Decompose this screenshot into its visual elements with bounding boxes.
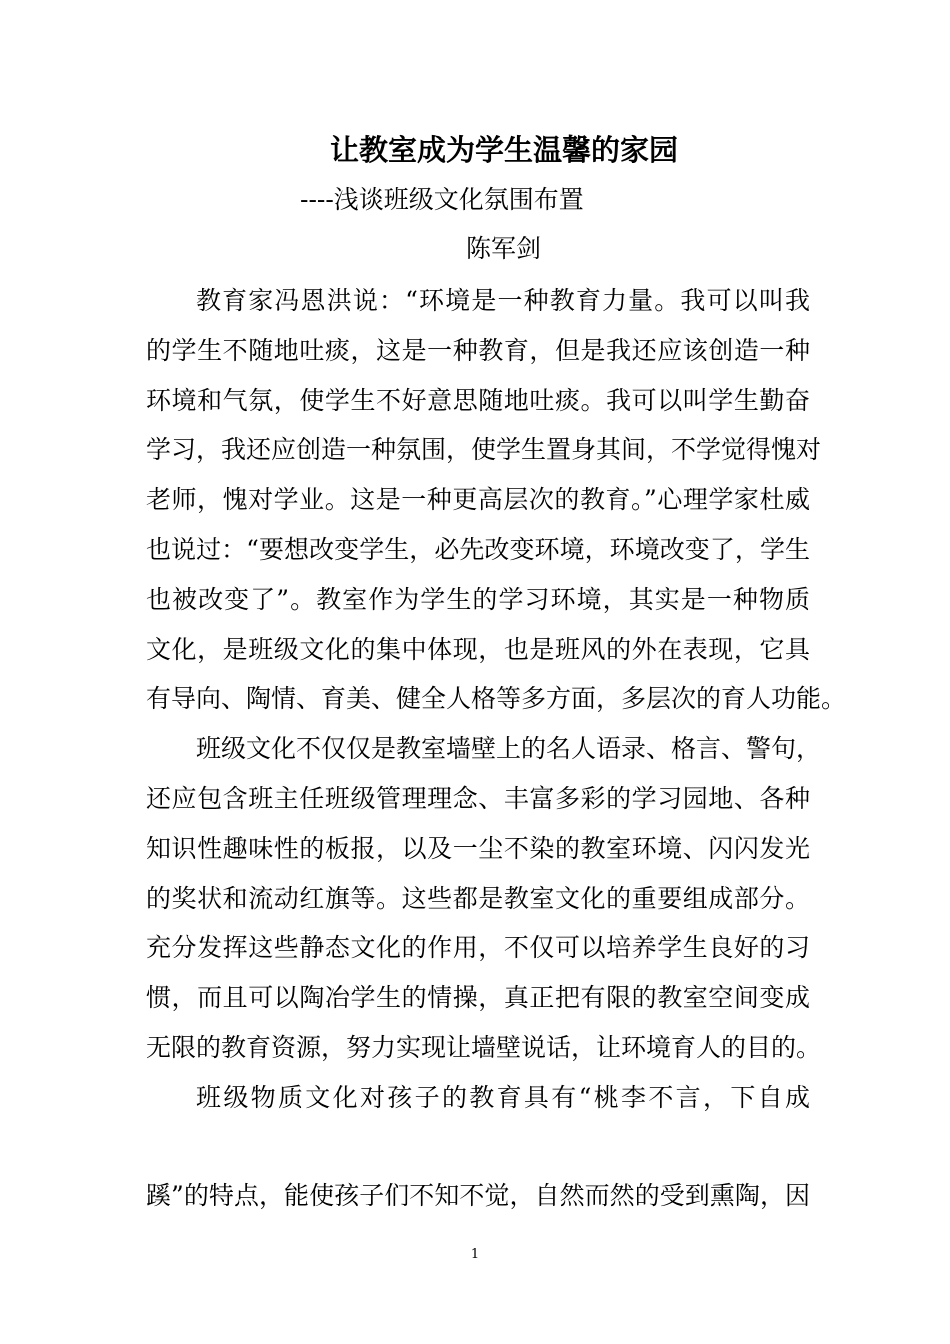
body-line: 惯，而且可以陶冶学生的情操，真正把有限的教室空间变成 [146,983,810,1013]
body-line: 老师，愧对学业。这是一种更高层次的教育。”心理学家杜威 [146,485,810,515]
body-line: 的奖状和流动红旗等。这些都是教室文化的重要组成部分。 [146,883,810,913]
body-line: 有导向、陶情、育美、健全人格等多方面，多层次的育人功能。 [146,684,847,714]
body-line: 环境和气氛，使学生不好意思随地吐痰。我可以叫学生勤奋 [146,385,810,415]
document-body [146,276,847,1220]
page-number: 1 [470,1247,480,1262]
body-line: 教育家冯恩洪说：“环境是一种教育力量。我可以叫我 [196,286,810,315]
body-line: 还应包含班主任班级管理理念、丰富多彩的学习园地、各种 [146,783,810,813]
document-subtitle: ----浅谈班级文化氛围布置 [300,185,584,214]
body-line: 蹊”的特点，能使孩子们不知不觉，自然而然的受到熏陶，因 [146,1180,810,1210]
body-line: 的学生不随地吐痰，这是一种教育，但是我还应该创造一种 [146,335,810,365]
body-line: 班级物质文化对孩子的教育具有“桃李不言，下自成 [196,1082,810,1112]
body-line: 文化，是班级文化的集中体现，也是班风的外在表现，它具 [146,634,810,664]
document-title: 让教室成为学生温馨的家园 [329,133,678,167]
body-line: 也说过：“要想改变学生，必先改变环境，环境改变了，学生 [146,534,810,564]
body-line: 充分发挥这些静态文化的作用，不仅可以培养学生良好的习 [146,933,810,963]
body-line: 也被改变了”。教室作为学生的学习环境，其实是一种物质 [146,584,810,614]
body-line: 班级文化不仅仅是教室墙壁上的名人语录、格言、警句， [196,734,822,764]
body-line: 学习，我还应创造一种氛围，使学生置身其间，不学觉得愧对 [146,435,822,465]
document-author: 陈军剑 [466,234,542,263]
body-line: 知识性趣味性的板报，以及一尘不染的教室环境、闪闪发光 [146,833,810,863]
body-line: 无限的教育资源，努力实现让墙壁说话，让环境育人的目的。 [146,1032,822,1062]
